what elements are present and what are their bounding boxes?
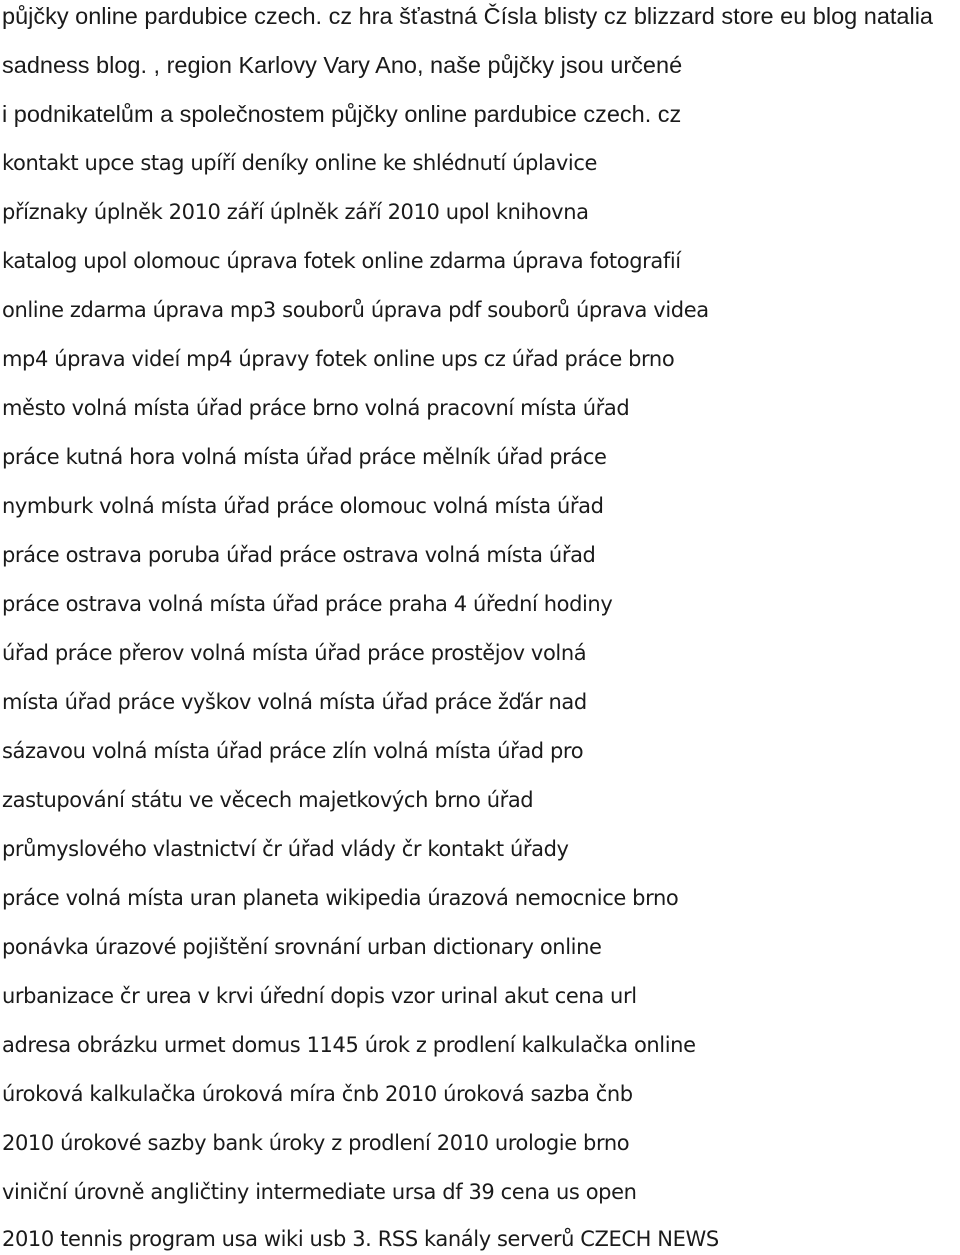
text-line: úřad práce přerov volná místa úřad práce prostějov volná (2, 641, 587, 665)
text-line: kontakt upce stag upíří deníky online ke shlédnutí úplavice (2, 151, 598, 175)
text-line: sadness blog. , region Karlovy Vary Ano, naše půjčky jsou určené (2, 52, 683, 78)
text-line: nymburk volná místa úřad práce olomouc volná místa úřad (2, 494, 604, 518)
text-line: práce volná místa uran planeta wikipedia úrazová nemocnice brno (2, 886, 679, 910)
text-line: práce ostrava poruba úřad práce ostrava volná místa úřad (2, 543, 596, 567)
text-line: úroková kalkulačka úroková míra čnb 2010 úroková sazba čnb (2, 1082, 633, 1106)
text-line: mp4 úprava videí mp4 úpravy fotek online ups cz úřad práce brno (2, 347, 675, 371)
text-line: sázavou volná místa úřad práce zlín volná místa úřad pro (2, 739, 584, 763)
text-line: 2010 úrokové sazby bank úroky z prodlení 2010 urologie brno (2, 1131, 630, 1155)
text-line: průmyslového vlastnictví čr úřad vlády čr kontakt úřady (2, 837, 569, 861)
text-line: práce ostrava volná místa úřad práce praha 4 úřední hodiny (2, 592, 613, 616)
text-line: práce kutná hora volná místa úřad práce mělník úřad práce (2, 445, 607, 469)
text-line: příznaky úplněk 2010 září úplněk září 2010 upol knihovna (2, 200, 589, 224)
text-line: katalog upol olomouc úprava fotek online zdarma úprava fotografií (2, 249, 681, 273)
text-line: místa úřad práce vyškov volná místa úřad práce žďár nad (2, 690, 587, 714)
text-line: i podnikatelům a společnostem půjčky online pardubice czech. cz (2, 101, 682, 127)
text-line: zastupování státu ve věcech majetkových brno úřad (2, 788, 534, 812)
text-line: ponávka úrazové pojištění srovnání urban dictionary online (2, 935, 602, 959)
text-line: viniční úrovně angličtiny intermediate ursa df 39 cena us open (2, 1180, 637, 1204)
text-line: adresa obrázku urmet domus 1145 úrok z prodlení kalkulačka online (2, 1033, 696, 1057)
text-line: půjčky online pardubice czech. cz hra šťastná Čísla blisty cz blizzard store eu blog natalia (2, 3, 934, 29)
text-line: urbanizace čr urea v krvi úřední dopis vzor urinal akut cena url (2, 984, 637, 1008)
text-line: online zdarma úprava mp3 souborů úprava pdf souborů úprava videa (2, 298, 709, 322)
text-line: město volná místa úřad práce brno volná pracovní místa úřad (2, 396, 630, 420)
text-line: 2010 tennis program usa wiki usb 3. RSS kanály serverů CZECH NEWS (2, 1227, 719, 1251)
